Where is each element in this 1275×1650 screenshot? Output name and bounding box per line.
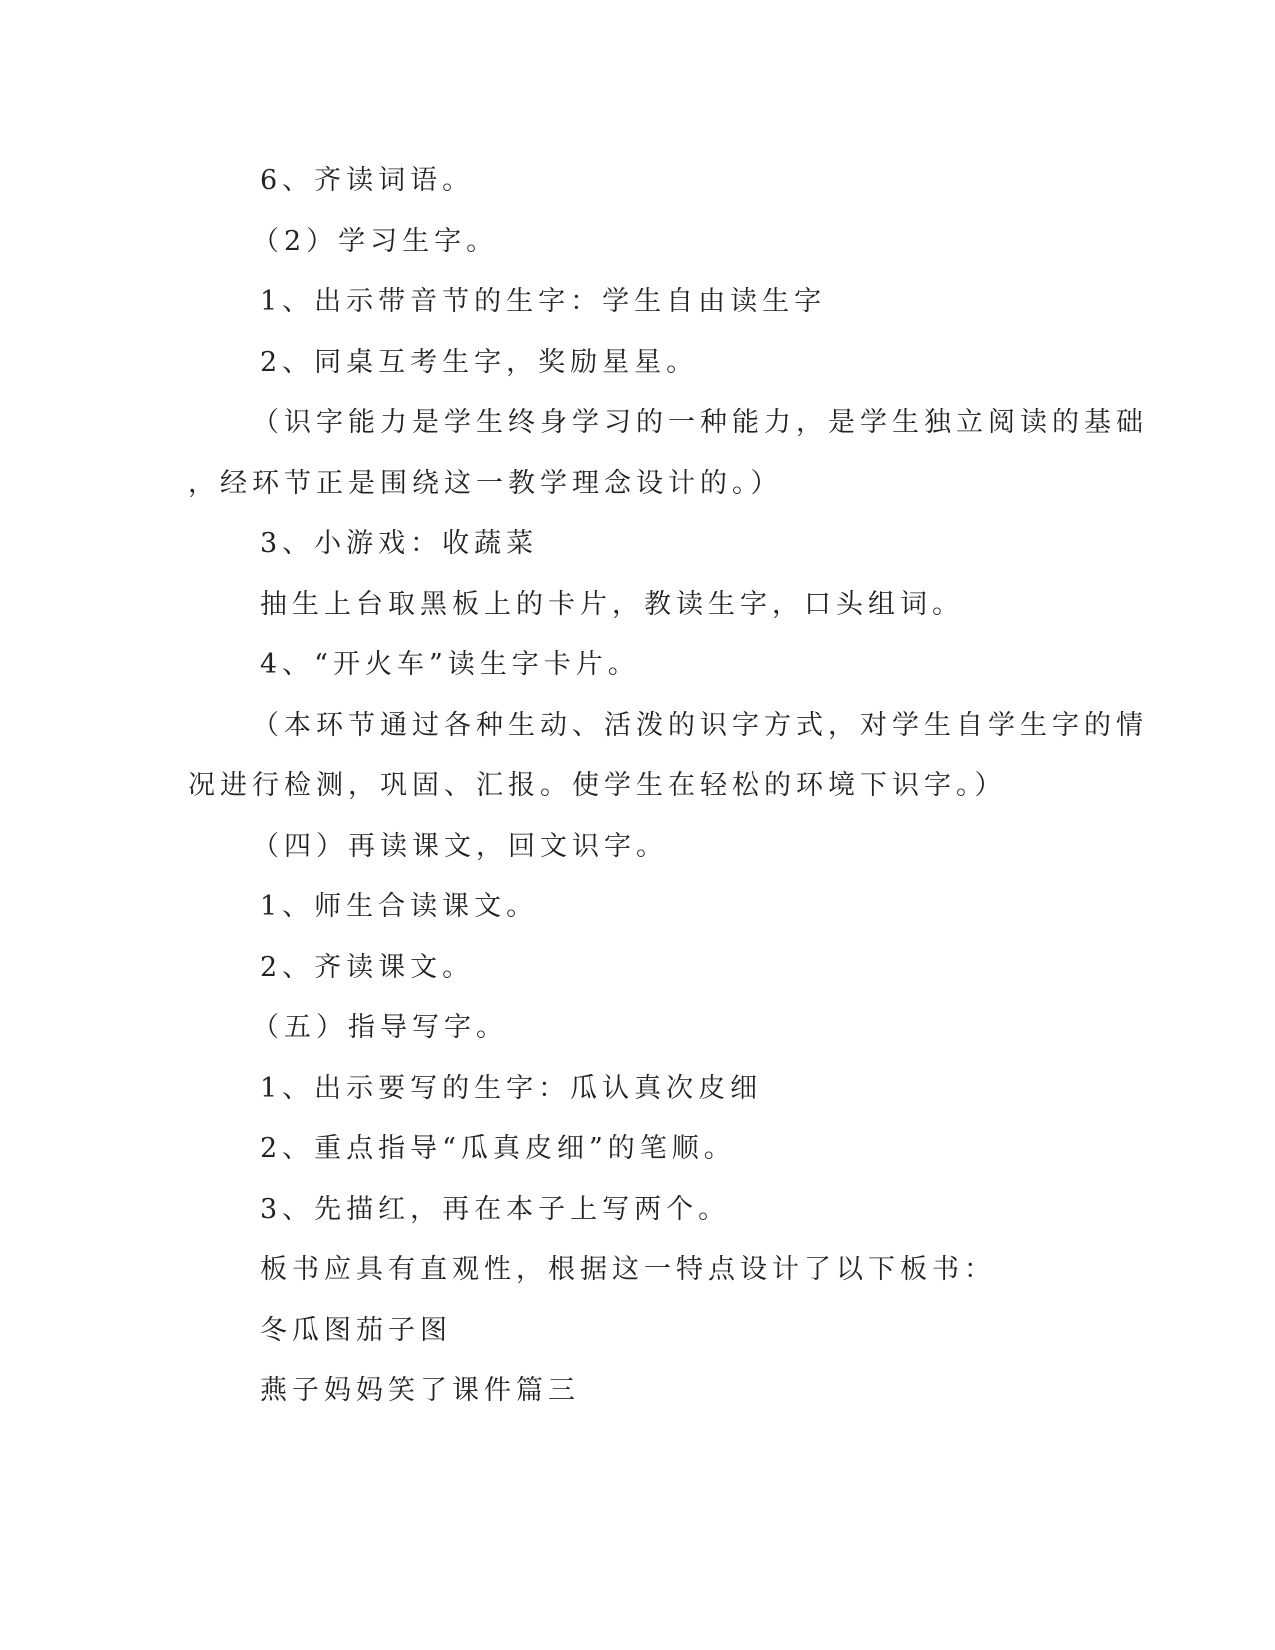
paragraph-write-1: 1、出示要写的生字：瓜认真次皮细 [260,1072,763,1104]
commentary-line-2: ，经环节正是围绕这一教学理念设计的。） [188,467,783,499]
paragraph-game-description: 抽生上台取黑板上的卡片，教读生字，口头组词。 [260,588,964,620]
paragraph-read-1: 1、师生合读课文。 [260,891,539,922]
paragraph-read-2: 2、齐读课文。 [260,951,475,983]
section-heading-4: （四）再读课文，回文识字。 [252,830,668,862]
paragraph-blackboard-content: 冬瓜图茄子图 [260,1314,452,1346]
paragraph-step-3: 3、小游戏：收蔬菜 [260,528,539,559]
paragraph-blackboard-intro: 板书应具有直观性，根据这一特点设计了以下板书： [260,1254,996,1285]
section-title-part-3: 燕子妈妈笑了课件篇三 [260,1375,580,1406]
paragraph-step-1: 1、出示带音节的生字：学生自由读生字 [260,286,827,317]
commentary-line-4: 况进行检测，巩固、汇报。使学生在轻松的环境下识字。） [188,770,1007,801]
paragraph-write-3: 3、先描红，再在本子上写两个。 [260,1193,731,1225]
commentary-line-3: （本环节通过各种生动、活泼的识字方式，对学生自学生字的情 [252,709,1148,741]
section-heading-5: （五）指导写字。 [252,1012,508,1043]
commentary-line-1: （识字能力是学生终身学习的一种能力，是学生独立阅读的基础 [252,407,1148,438]
paragraph-step-4: 4、“开火车”读生字卡片。 [260,649,640,680]
paragraph-step-2: 2、同桌互考生字，奖励星星。 [260,346,699,378]
document-body [188,161,1148,1432]
paragraph-step-6: 6、齐读词语。 [260,165,475,196]
paragraph-write-2: 2、重点指导“瓜真皮细”的笔顺。 [260,1133,736,1164]
section-heading-2: （2）学习生字。 [252,225,499,257]
